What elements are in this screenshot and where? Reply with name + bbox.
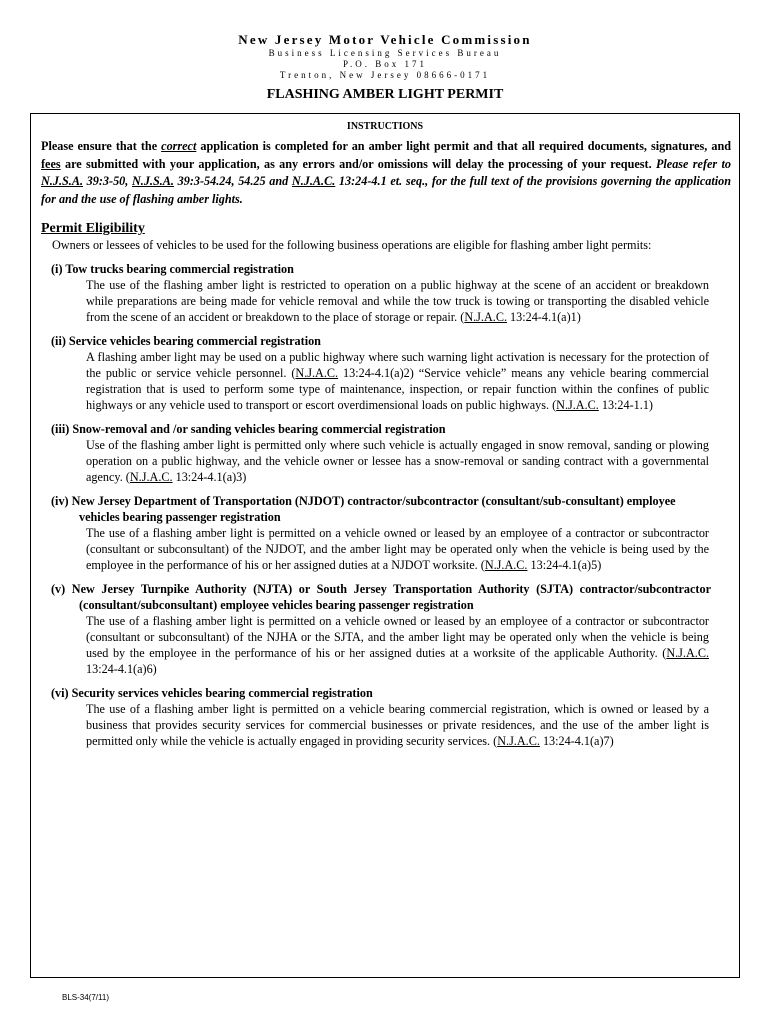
item-text: A flashing amber light may be used on a public highway where such warning light activation is necessary for the protection of the public or service vehicle personnel. (N.J.A.C. 13:24-4.1(a)2) “Service vehicle” means any vehicle bearing commercial registration that is used to perform some type of maintenance, inspection, or repair function within the confines of public highways or any vehicle used to transport or escort overdimensional loads on public highways. (N.J.A.C. 13:24-1.1) — [86, 350, 709, 412]
eligibility-item-service-vehicles — [31, 333, 739, 413]
form-id: BLS-34(7/11) — [62, 993, 109, 1002]
eligibility-item-tow-trucks — [31, 261, 739, 325]
item-heading: (iv) New Jersey Department of Transportation (NJDOT) contractor/subcontractor (consultant/sub-consultant) employee vehicles bearing passenger registration — [51, 494, 676, 524]
eligibility-title: Permit Eligibility — [41, 221, 145, 236]
agency-name: New Jersey Motor Vehicle Commission — [238, 32, 532, 47]
page-title: FLASHING AMBER LIGHT PERMIT — [266, 87, 504, 102]
eligibility-item-njta-sjta — [31, 581, 739, 677]
document-header — [0, 32, 770, 103]
item-text: The use of a flashing amber light is permitted on a vehicle bearing commercial registration, which is owned or leased by a business that provides security services for commercial businesses or private residences, and the use of the amber light is permitted only while the vehicle is actually engaged in providing security services. (N.J.A.C. 13:24-4.1(a)7) — [86, 702, 709, 748]
instructions-box — [30, 113, 740, 978]
city-address: Trenton, New Jersey 08666-0171 — [279, 70, 491, 80]
item-text: The use of a flashing amber light is permitted on a vehicle owned or leased by an employee of a contractor or subcontractor (consultant or subconsultant) of the NJDOT, and the amber light may be operated only when the vehicle is being used by the employee in the performance of his or her assigned duties at a NJDOT worksite. (N.J.A.C. 13:24-4.1(a)5) — [86, 526, 709, 572]
instructions-heading: INSTRUCTIONS — [346, 121, 424, 132]
instructions-paragraph: Please ensure that the correct application is completed for an amber light permit and that all required documents, signatures, and fees are submitted with your application, as any errors and/or omissions will delay the processing of your request. Please refer to N.J.S.A. 39:3-50, N.J.S.A. 39:3-54.24, 54.25 and N.J.A.C. 13:24-4.1 et. seq., for the full text of the provisions governing the application for and the use of flashing amber lights. — [41, 139, 732, 206]
item-heading: (i) Tow trucks bearing commercial registration — [51, 262, 294, 276]
item-heading: (iii) Snow-removal and /or sanding vehicles bearing commercial registration — [51, 422, 446, 436]
po-box: P.O. Box 171 — [342, 59, 427, 69]
eligibility-item-snow-removal — [31, 421, 739, 485]
bureau-name: Business Licensing Services Bureau — [268, 48, 502, 58]
item-text: Use of the flashing amber light is permitted only where such vehicle is actually engaged in snow removal, sanding or plowing operation on a public highway, and the vehicle owner or lessee has a snow-removal or sanding contract with a governmental agency. (N.J.A.C. 13:24-4.1(a)3) — [86, 438, 709, 484]
item-text: The use of a flashing amber light is permitted on a vehicle owned or leased by an employee of a contractor or subcontractor (consultant or subconsultant) of the NJHA or the SJTA, and the amber light may be operated only when the vehicle is being used by the employee in the performance of his or her assigned duties at a worksite of the applicable Authority. (N.J.A.C. 13:24-4.1(a)6) — [86, 614, 709, 676]
item-heading: (vi) Security services vehicles bearing commercial registration — [51, 686, 373, 700]
eligibility-item-security-services — [31, 685, 739, 749]
eligibility-intro: Owners or lessees of vehicles to be used for the following business operations are eligible for flashing amber light permits: — [52, 238, 652, 252]
item-heading: (ii) Service vehicles bearing commercial registration — [51, 334, 321, 348]
item-heading: (v) New Jersey Turnpike Authority (NJTA) or South Jersey Transportation Authority (SJTA) contractor/subcontractor (consultant/subconsultant) employee vehicles bearing passenger registration — [51, 582, 711, 612]
eligibility-item-njdot — [31, 493, 739, 573]
item-text: The use of the flashing amber light is restricted to operation on a public highway at the scene of an accident or breakdown while preparations are being made for vehicle removal and while the tow truck is towing or transporting the disabled vehicle from the scene of an accident or breakdown to the place of storage or repair. (N.J.A.C. 13:24-4.1(a)1) — [86, 278, 709, 324]
